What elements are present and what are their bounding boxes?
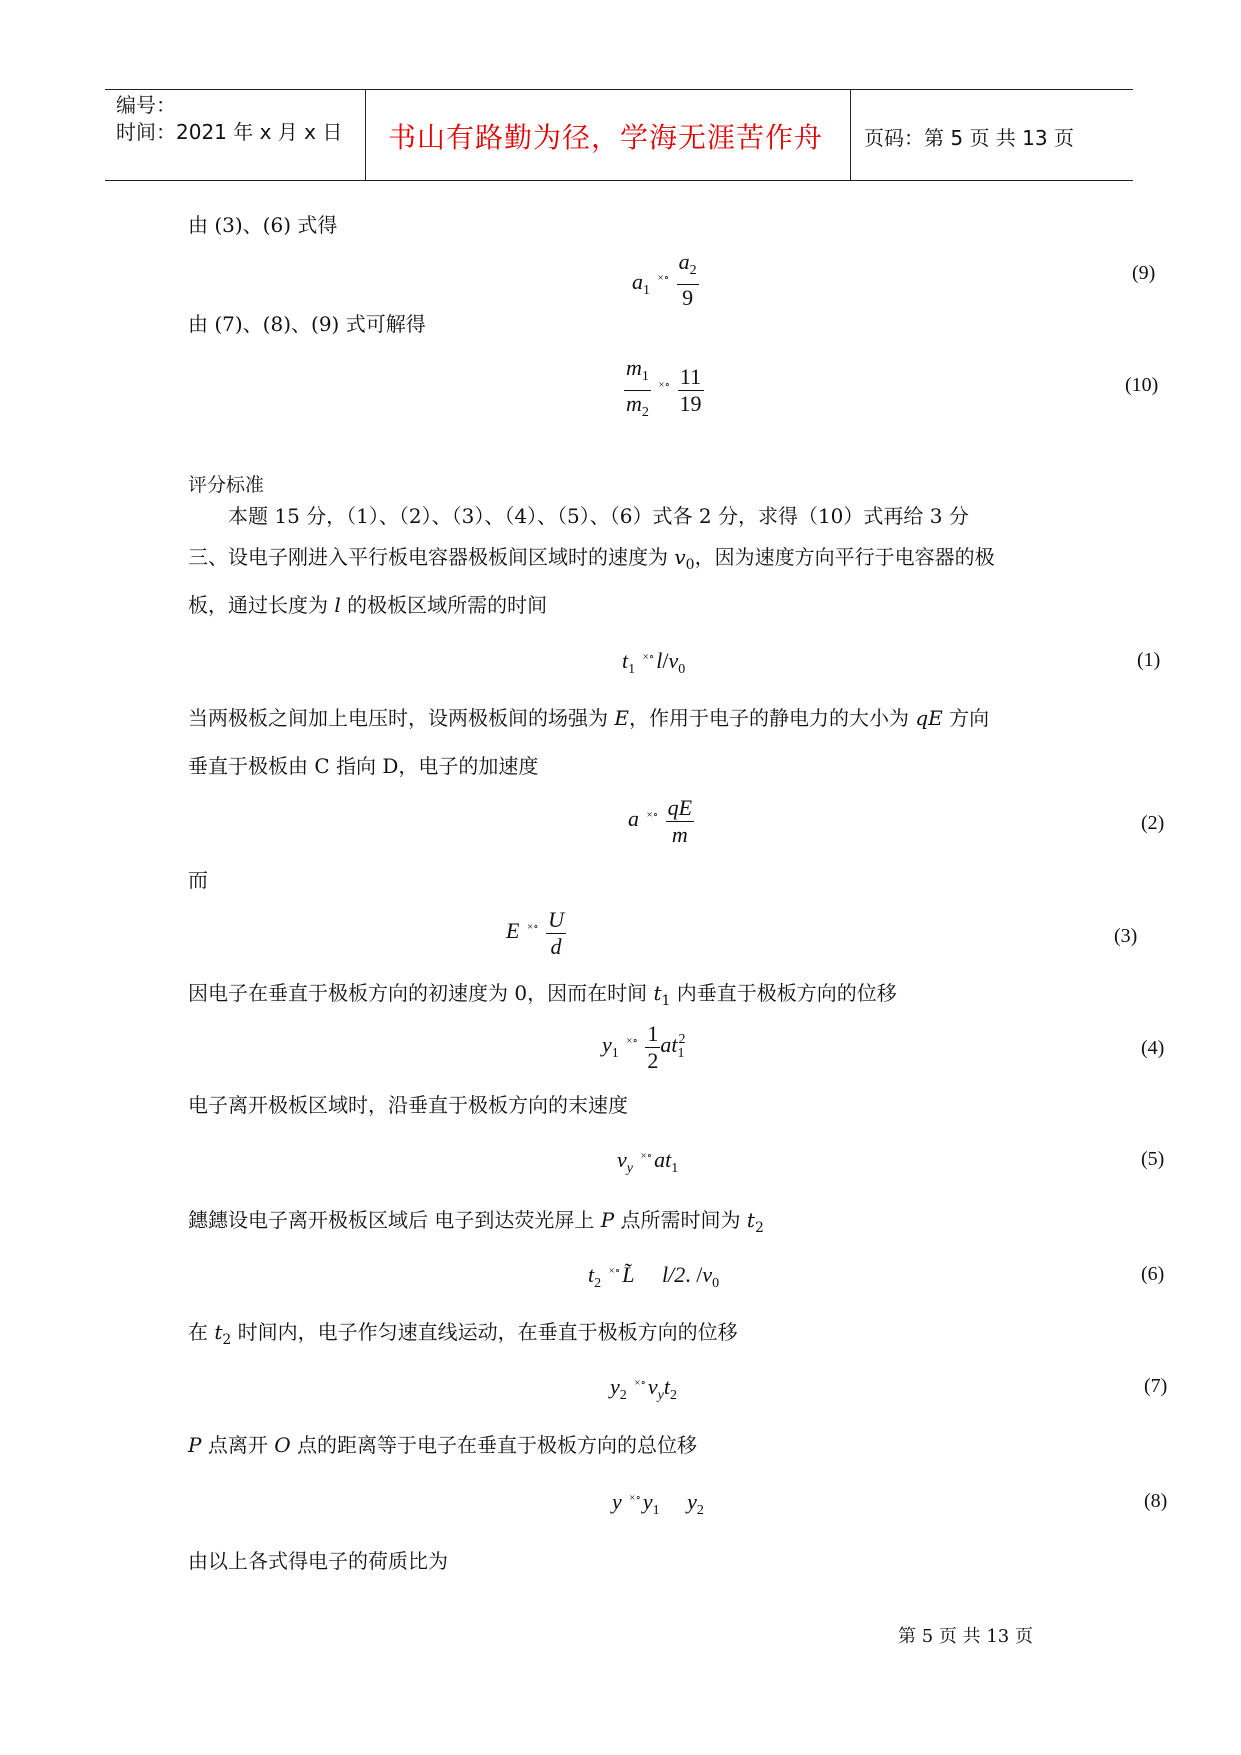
- equation-2: a ×∘ $\frac{qE}{m}$: [628, 795, 693, 847]
- text-leaving-plates: 电子离开极板区域时，沿垂直于极板方向的末速度: [188, 1093, 628, 1117]
- text-total-displacement: P 点离开 O 点的距离等于电子在垂直于极板方向的总位移: [188, 1433, 697, 1457]
- equation-number-7: (7): [1144, 1375, 1168, 1397]
- equation-10: $\frac{m_1}{m_2}$ ×∘ $\frac{11}{19}$: [626, 355, 702, 420]
- equation-number-5: (5): [1141, 1148, 1165, 1170]
- header-divider-right: [850, 89, 851, 181]
- header-serial: 编号：: [116, 93, 176, 117]
- text-charge-mass-ratio: 由以上各式得电子的荷质比为: [188, 1549, 448, 1573]
- text-time-t2: 鏸鏸设电子离开极板区域后 电子到达荧光屏上 P 点所需时间为 $t_2$: [188, 1208, 764, 1236]
- header-bottom-rule: [105, 180, 1133, 181]
- equation-number-4: (4): [1141, 1037, 1165, 1059]
- equation-number-8: (8): [1144, 1490, 1168, 1512]
- equation-8: y $^{\times\circ}y_1$ $y_2$: [612, 1489, 704, 1518]
- equation-number-2: (2): [1141, 812, 1165, 834]
- text-from-7-8-9: 由 (7)、(8)、(9) 式可解得: [188, 312, 426, 336]
- equation-number-6: (6): [1141, 1263, 1165, 1285]
- header-time: 时间：2021 年 x 月 x 日: [116, 120, 343, 144]
- text-from-3-6: 由 (3)、(6) 式得: [188, 213, 338, 237]
- section3-line2: 板，通过长度为 l 的极板区域所需的时间: [188, 593, 548, 617]
- text-direction-c-d: 垂直于极板由 C 指向 D，电子的加速度: [188, 754, 539, 778]
- equation-6: $t_2$ ×∘L̃ l/2. $/v_0$: [588, 1262, 720, 1291]
- scoring-text: 本题 15 分，（1）、（2）、（3）、（4）、（5）、（6）式各 2 分，求得（10）式再给 3 分: [228, 504, 969, 528]
- header-motto: 书山有路勤为径，学海无涯苦作舟: [388, 121, 824, 154]
- equation-number-3: (3): [1114, 925, 1138, 947]
- section3-line1: 三、设电子刚进入平行板电容器极板间区域时的速度为 $v_0$，因为速度方向平行于电容器的极: [188, 545, 995, 573]
- text-field-e: 当两极板之间加上电压时，设两极板间的场强为 E，作用于电子的静电力的大小为 qE 方向: [188, 706, 990, 730]
- equation-5: $v_y$ $^{\times\circ}at_1$: [617, 1147, 679, 1176]
- header-divider-left: [365, 89, 366, 181]
- equation-number-1: (1): [1137, 649, 1161, 671]
- equation-9: $a_1$ ×∘ $\frac{a_2}{9}$: [632, 249, 697, 310]
- scoring-title: 评分标准: [188, 474, 265, 496]
- equation-1: $t_1$ $^{\times\circ}l/v_0$: [622, 648, 686, 677]
- equation-4: $y_1$ ×∘ $\frac{1}{2}$ $at_1^2$: [602, 1021, 686, 1073]
- text-initial-velocity: 因电子在垂直于极板方向的初速度为 0，因而在时间 $t_1$ 内垂直于极板方向的位移: [188, 981, 897, 1009]
- text-within-t2: 在 $t_2$ 时间内，电子作匀速直线运动，在垂直于极板方向的位移: [188, 1320, 738, 1348]
- equation-number-9: (9): [1132, 262, 1156, 284]
- text-and: 而: [188, 868, 208, 892]
- equation-number-10: (10): [1125, 374, 1159, 396]
- header-page-info: 页码：第 5 页 共 13 页: [864, 126, 1074, 150]
- equation-7: $y_2$ $^{\times\circ}v_yt_2$: [610, 1374, 677, 1403]
- header-top-rule: [105, 89, 1133, 90]
- page-footer: 第 5 页 共 13 页: [898, 1626, 1033, 1647]
- equation-3: E ×∘ $\frac{U}{d}$: [506, 907, 564, 959]
